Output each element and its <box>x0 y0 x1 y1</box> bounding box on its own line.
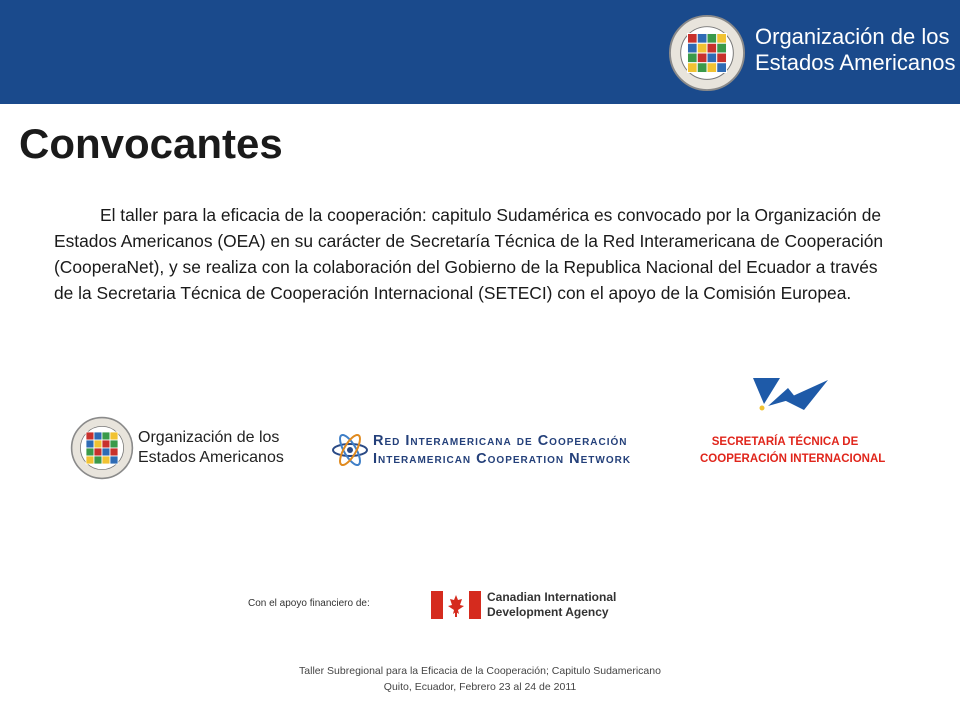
body-text: El taller para la eficacia de la cooperación: capitulo Sudamérica es convocado por la Organización de Estados Americanos (OEA) en su carácter de Secretaría Técnica de la Red Interamericana de Cooperación (CooperaNet), y se realiza con la colaboración del Gobierno de la Republica Nacional del Ecuador a través de la Secretaria Técnica de Cooperación Internacional (SETECI) con el apoyo de la Comisión Europea. <box>54 205 884 303</box>
header-org-line2: Estados Americanos <box>755 50 956 75</box>
canada-flag-icon <box>431 591 481 619</box>
header-band <box>0 0 960 104</box>
financial-support-label: Con el apoyo financiero de: <box>248 598 370 609</box>
cida-name <box>487 590 616 620</box>
cooperanet-line1: Red Interamericana de Cooperación <box>373 433 628 449</box>
footer-line1: Taller Subregional para la Eficacia de la Cooperación; Capitulo Sudamericano <box>299 665 661 677</box>
header-org-line1: Organización de los <box>755 24 950 49</box>
header-org-name <box>755 24 956 76</box>
footer-line2: Quito, Ecuador, Febrero 23 al 24 de 2011 <box>383 681 577 693</box>
oea-logo-line2: Estados Americanos <box>138 449 284 466</box>
oea-logo-name <box>138 428 284 468</box>
footer <box>0 663 960 695</box>
slide-title: Convocantes <box>19 120 283 167</box>
cooperanet-logo <box>330 430 650 474</box>
cooperanet-line2: Interamerican Cooperation Network <box>373 451 632 467</box>
cida-line1: Canadian International <box>487 590 617 604</box>
oea-logo-line1: Organización de los <box>138 429 280 446</box>
paper-plane-icon <box>750 374 830 422</box>
atom-icon <box>330 430 370 470</box>
oas-seal-icon <box>70 416 134 480</box>
oea-logo <box>70 416 300 482</box>
seteci-line1: SECRETARÍA TÉCNICA DE <box>711 436 859 448</box>
seteci-logo <box>700 374 886 474</box>
oas-seal-icon <box>668 14 746 92</box>
seteci-line2: COOPERACIÓN INTERNACIONAL <box>700 453 886 465</box>
body-paragraph <box>54 202 894 306</box>
cida-line2: Development Agency <box>487 605 609 619</box>
